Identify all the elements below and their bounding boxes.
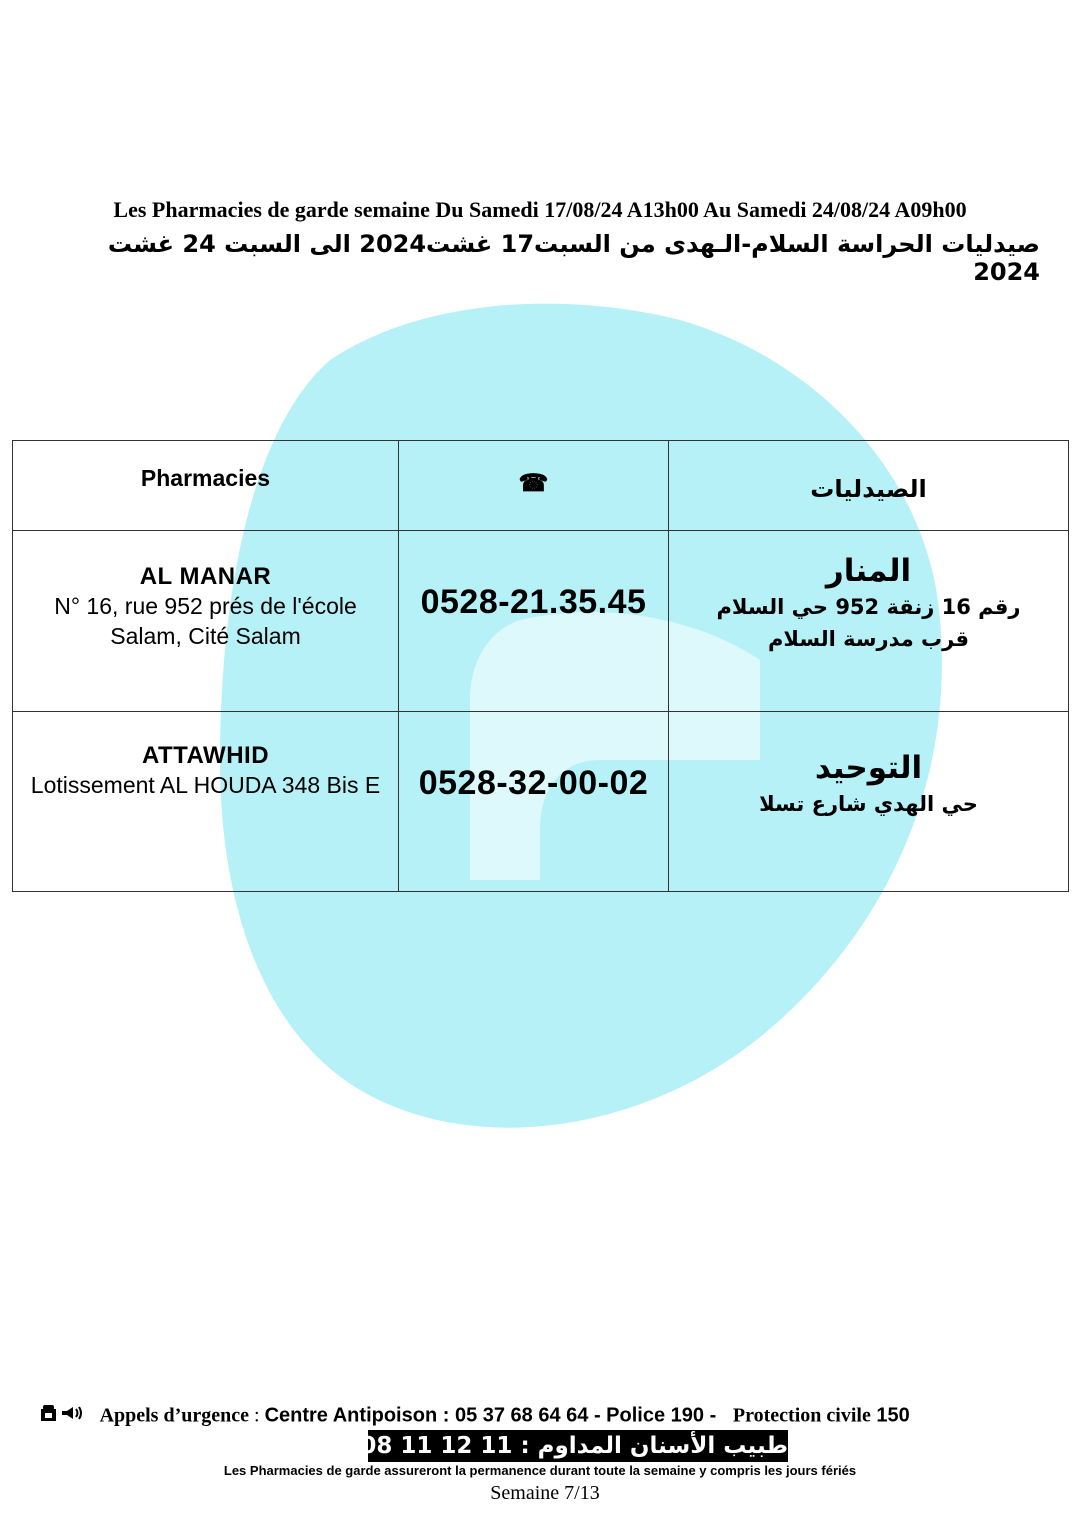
emergency-label: Appels d’urgence [99,1404,250,1427]
pharmacy-phone: 0528-21.35.45 [420,583,647,622]
pharmacy-name-ar: المنار [825,553,912,590]
header-pharmacies-ar: الصيدليات [669,441,1069,531]
antipoison-police: Centre Antipoison : 05 37 68 64 64 - Police 190 - [264,1404,717,1427]
pharmacy-phone: 0528-32-00-02 [418,763,649,802]
table-row [13,531,1069,711]
pharmacy-address-ar: حي الهدي شارع تسلا [759,791,978,816]
pharmacy-fr-cell [13,711,399,891]
dentist-on-duty-banner: طبيب الأسنان المداوم : 11 12 11 08 06 [368,1430,788,1462]
pharmacies-table [12,440,1069,892]
pharmacy-name-ar: التوحيد [814,749,923,786]
pharmacy-address-ar: رقم 16 زنقة 952 حي السلام قرب مدرسة السلام [716,595,1021,652]
protection-civile-number: 150 [876,1404,910,1427]
telephone-icon: ☎ [518,470,549,497]
pharmacy-name-fr: ATTAWHID [141,741,270,769]
phone-sound-icon [40,1404,84,1428]
table-header-row [13,441,1069,531]
emergency-colon: : [249,1404,265,1427]
pharmacy-phone-cell [399,531,669,711]
header-pharmacies: Pharmacies [13,441,399,531]
page-title-fr: Les Pharmacies de garde semaine Du Samedi 17/08/24 A13h00 Au Samedi 24/08/24 A09h00 [113,197,967,222]
pharmacy-address-fr: N° 16, rue 952 prés de l'école Salam, Cité Salam [54,593,357,650]
header-telephone [399,441,669,531]
table-row [13,711,1069,891]
emergency-calls-line [40,1404,1040,1428]
page-title-ar: صيدليات الحراسة السلام-الـهدى من السبت17 غشت2024 الى السبت 24 غشت 2024 [107,230,1040,286]
week-number: Semaine 7/13 [490,1482,600,1504]
protection-civile-label: Protection civile [732,1404,871,1427]
pharmacy-fr-cell [13,531,399,711]
pharmacy-ar-cell [669,531,1069,711]
pharmacy-name-fr: AL MANAR [139,563,272,591]
duty-note: Les Pharmacies de garde assureront la permanence durant toute la semaine y compris les jours fériés [223,1463,857,1478]
pharmacy-address-fr: Lotissement AL HOUDA 348 Bis E [30,771,381,798]
pharmacy-phone-cell [399,711,669,891]
pharmacy-ar-cell [669,711,1069,891]
